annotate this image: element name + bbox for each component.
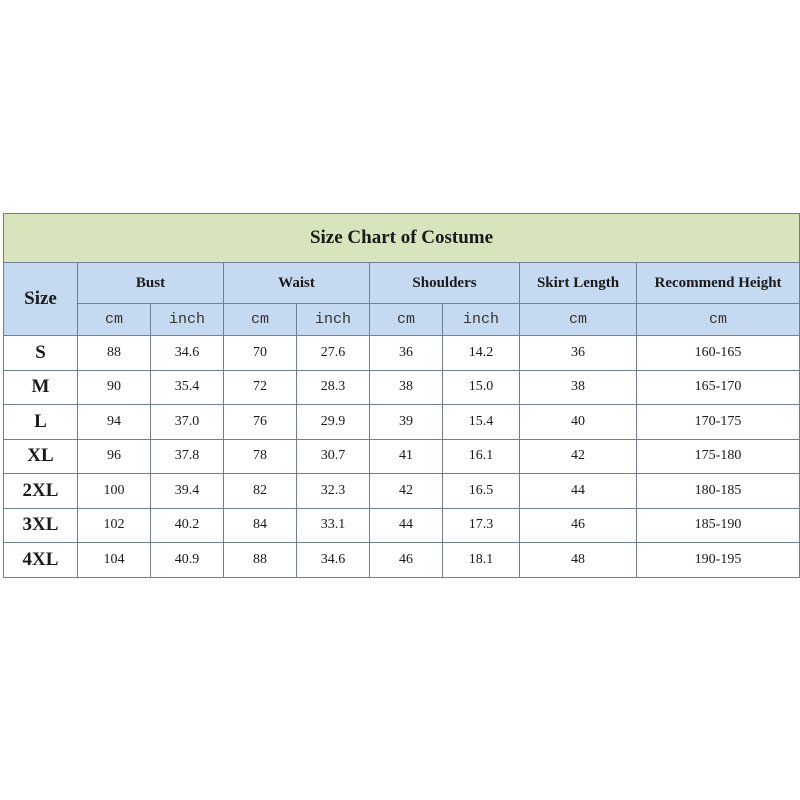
- size-header: Size: [4, 263, 78, 336]
- skirt-length-cell: 36: [520, 336, 637, 371]
- skirt-length-cell: 38: [520, 370, 637, 405]
- shoulders-cm-cell: 36: [370, 336, 443, 371]
- waist-cm-cell: 70: [224, 336, 297, 371]
- size-cell: M: [4, 370, 78, 405]
- size-chart-table: [3, 213, 800, 578]
- bust-inch-cell: 34.6: [151, 336, 224, 371]
- unit-label: inch: [443, 304, 520, 336]
- waist-inch-cell: 33.1: [297, 508, 370, 543]
- waist-inch-cell: 28.3: [297, 370, 370, 405]
- waist-inch-cell: 32.3: [297, 474, 370, 509]
- table-row: [4, 439, 800, 474]
- recommend-height-cell: 190-195: [637, 543, 800, 578]
- bust-inch-cell: 35.4: [151, 370, 224, 405]
- shoulders-cm-cell: 38: [370, 370, 443, 405]
- size-cell: 2XL: [4, 474, 78, 509]
- size-cell: 4XL: [4, 543, 78, 578]
- shoulders-inch-cell: 15.0: [443, 370, 520, 405]
- bust-inch-cell: 40.9: [151, 543, 224, 578]
- unit-label: cm: [520, 304, 637, 336]
- unit-label: cm: [224, 304, 297, 336]
- shoulders-inch-cell: 16.5: [443, 474, 520, 509]
- recommend-height-cell: 165-170: [637, 370, 800, 405]
- bust-inch-cell: 39.4: [151, 474, 224, 509]
- bust-cm-cell: 90: [78, 370, 151, 405]
- bust-cm-cell: 102: [78, 508, 151, 543]
- shoulders-header: Shoulders: [370, 263, 520, 304]
- bust-cm-cell: 104: [78, 543, 151, 578]
- unit-label: inch: [151, 304, 224, 336]
- waist-inch-cell: 34.6: [297, 543, 370, 578]
- shoulders-cm-cell: 42: [370, 474, 443, 509]
- waist-cm-cell: 84: [224, 508, 297, 543]
- shoulders-cm-cell: 44: [370, 508, 443, 543]
- waist-inch-cell: 27.6: [297, 336, 370, 371]
- unit-label: cm: [78, 304, 151, 336]
- chart-title: Size Chart of Costume: [4, 214, 800, 263]
- bust-inch-cell: 37.0: [151, 405, 224, 440]
- waist-cm-cell: 72: [224, 370, 297, 405]
- unit-label: inch: [297, 304, 370, 336]
- unit-label: cm: [370, 304, 443, 336]
- recommend-height-cell: 175-180: [637, 439, 800, 474]
- shoulders-inch-cell: 16.1: [443, 439, 520, 474]
- skirt-length-cell: 42: [520, 439, 637, 474]
- skirt-length-cell: 46: [520, 508, 637, 543]
- table-row: [4, 370, 800, 405]
- table-row: [4, 508, 800, 543]
- size-cell: XL: [4, 439, 78, 474]
- bust-inch-cell: 40.2: [151, 508, 224, 543]
- waist-header: Waist: [224, 263, 370, 304]
- skirt-length-cell: 40: [520, 405, 637, 440]
- recommend-height-cell: 180-185: [637, 474, 800, 509]
- size-cell: 3XL: [4, 508, 78, 543]
- shoulders-cm-cell: 41: [370, 439, 443, 474]
- bust-inch-cell: 37.8: [151, 439, 224, 474]
- waist-cm-cell: 88: [224, 543, 297, 578]
- recommend-height-cell: 185-190: [637, 508, 800, 543]
- waist-cm-cell: 78: [224, 439, 297, 474]
- recommend-height-cell: 160-165: [637, 336, 800, 371]
- shoulders-inch-cell: 14.2: [443, 336, 520, 371]
- table-row: [4, 474, 800, 509]
- skirt-length-header: Skirt Length: [520, 263, 637, 304]
- size-cell: S: [4, 336, 78, 371]
- bust-cm-cell: 88: [78, 336, 151, 371]
- waist-inch-cell: 29.9: [297, 405, 370, 440]
- bust-cm-cell: 100: [78, 474, 151, 509]
- recommend-height-header: Recommend Height: [637, 263, 800, 304]
- shoulders-cm-cell: 46: [370, 543, 443, 578]
- recommend-height-cell: 170-175: [637, 405, 800, 440]
- unit-label: cm: [637, 304, 800, 336]
- table-row: [4, 543, 800, 578]
- skirt-length-cell: 48: [520, 543, 637, 578]
- bust-cm-cell: 94: [78, 405, 151, 440]
- waist-cm-cell: 76: [224, 405, 297, 440]
- shoulders-inch-cell: 18.1: [443, 543, 520, 578]
- bust-header: Bust: [78, 263, 224, 304]
- table-row: [4, 405, 800, 440]
- waist-cm-cell: 82: [224, 474, 297, 509]
- shoulders-cm-cell: 39: [370, 405, 443, 440]
- table-row: [4, 336, 800, 371]
- size-cell: L: [4, 405, 78, 440]
- bust-cm-cell: 96: [78, 439, 151, 474]
- skirt-length-cell: 44: [520, 474, 637, 509]
- shoulders-inch-cell: 15.4: [443, 405, 520, 440]
- shoulders-inch-cell: 17.3: [443, 508, 520, 543]
- waist-inch-cell: 30.7: [297, 439, 370, 474]
